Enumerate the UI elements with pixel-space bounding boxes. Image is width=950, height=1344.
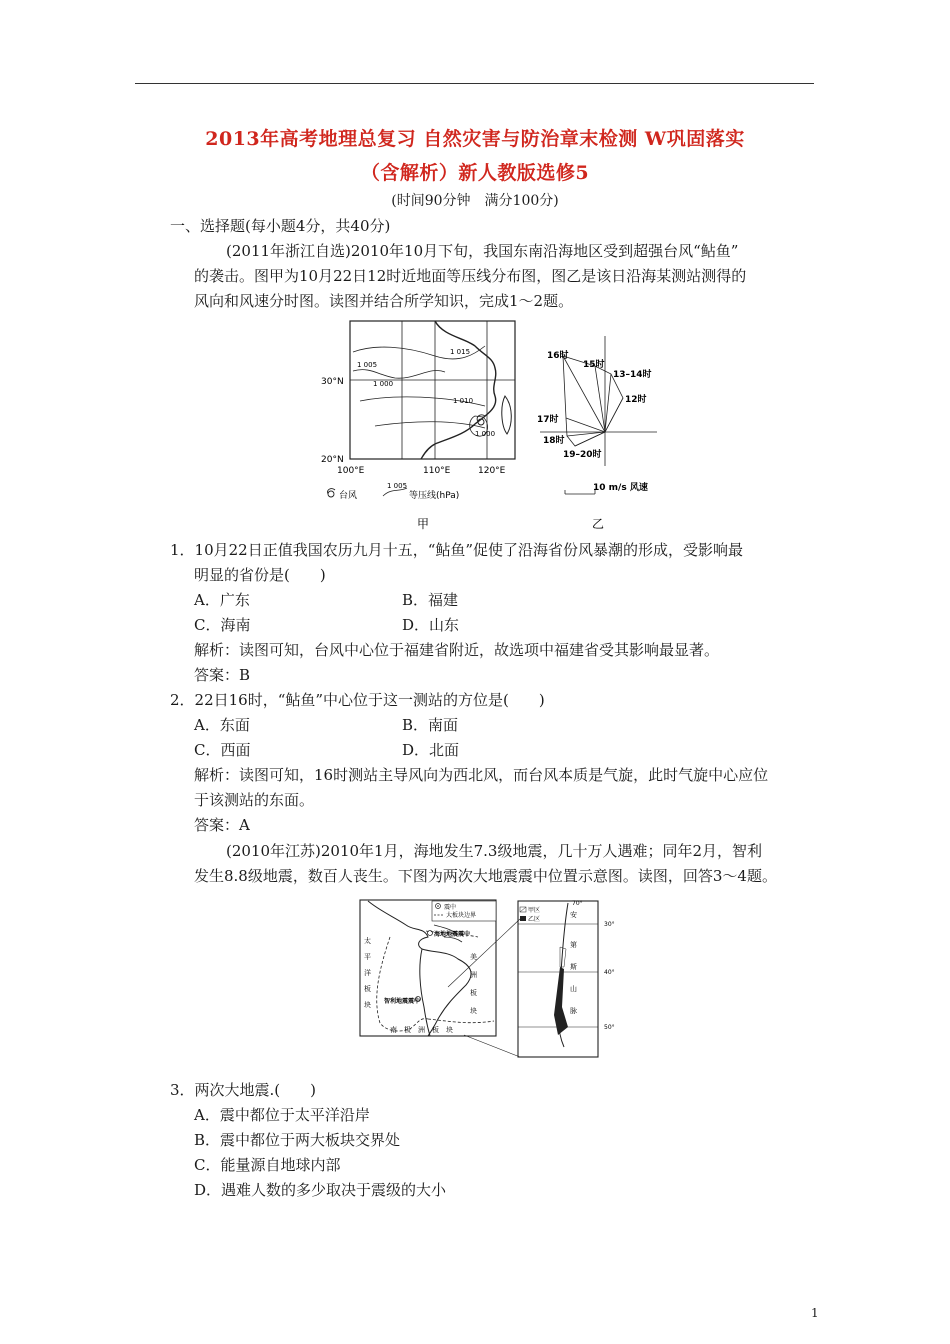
lat-label: 20°N: [321, 455, 344, 465]
q1-option-a: A．广东: [194, 591, 250, 609]
inset-lat-label: 50°: [604, 1024, 615, 1031]
q1-stem-line1: 1．10月22日正值我国农历九月十五，“鲇鱼”促使了沿海省份风暴潮的形成，受影响最: [170, 541, 744, 559]
q3-option-c: C．能量源自地球内部: [194, 1156, 341, 1174]
q3-stem: 3．两次大地震.( ): [170, 1081, 317, 1099]
isobar-label: 1 000: [475, 430, 496, 438]
q2-analysis-line2: 于该测站的东面。: [194, 791, 315, 809]
intro2-line2: 发生8.8级地震，数百人丧生。下图为两次大地震震中位置示意图。读图，回答3～4题。: [194, 867, 777, 885]
hour-label: 12时: [625, 395, 647, 405]
hour-label: 17时: [537, 415, 559, 425]
q2-stem: 2．22日16时，“鲇鱼”中心位于这一测站的方位是( ): [170, 691, 545, 709]
zone-b-label: 乙区: [528, 916, 541, 923]
q1-option-d: D．山东: [402, 616, 460, 634]
andes-char: 脉: [570, 1007, 577, 1015]
q3-option-a: A．震中都位于太平洋沿岸: [194, 1106, 370, 1124]
q1-answer: 答案：B: [194, 666, 251, 684]
haiti-epicenter-label: 海地地震震中: [434, 931, 471, 938]
america-plate-char: 美: [470, 953, 477, 961]
legend-typhoon-icon: [328, 489, 335, 497]
wind-scale-label: 10 m/s 风速: [593, 483, 648, 493]
andes-char: 安: [570, 911, 577, 919]
q2-option-a: A．东面: [194, 716, 250, 734]
q2-option-c: C．西面: [194, 741, 251, 759]
q2-answer: 答案：A: [194, 816, 250, 834]
isobar-label: 1 000: [373, 380, 394, 388]
isobar-label: 1 015: [450, 348, 471, 356]
pacific-plate-char: 平: [364, 953, 371, 961]
lon-label: 110°E: [423, 466, 451, 476]
figure-caption-yi: 乙: [592, 517, 605, 531]
america-plate-char: 块: [470, 1007, 477, 1015]
pacific-plate-char: 板: [364, 985, 371, 993]
chile-epicenter-label: 智利地震震中: [384, 998, 421, 1005]
q1-stem-line2: 明显的省份是( ): [194, 566, 326, 584]
figure-earthquake-map: [358, 897, 618, 1059]
america-plate-char: 板: [470, 989, 477, 997]
intro1-line3: 风向和风速分时图。读图并结合所学知识，完成1～2题。: [194, 292, 574, 310]
inset-lat-label: 30°: [604, 921, 615, 928]
q1-analysis: 解析：读图可知，台风中心位于福建省附近，故选项中福建省受其影响最显著。: [194, 641, 720, 659]
isobar-label: 1 010: [453, 397, 474, 405]
q2-analysis-line1: 解析：读图可知，16时测站主导风向为西北风，而台风本质是气旋，此时气旋中心应位: [194, 766, 769, 784]
exam-time-info: (时间90分钟 满分100分): [391, 193, 559, 209]
isobar-label: 1 005: [357, 361, 378, 369]
q3-option-b: B．震中都位于两大板块交界处: [194, 1131, 401, 1149]
zone-a-label: 甲区: [528, 907, 541, 914]
intro1-line1: (2011年浙江自选)2010年10月下旬，我国东南沿海地区受到超强台风“鲇鱼”: [226, 242, 739, 260]
hour-label: 18时: [543, 436, 565, 446]
legend-epicenter-label: 震中: [444, 904, 457, 911]
intro1-line2: 的袭击。图甲为10月22日12时近地面等压线分布图，图乙是该日沿海某测站测得的: [194, 267, 747, 285]
intro2-line1: (2010年江苏)2010年1月，海地发生7.3级地震，几十万人遇难；同年2月，智利: [226, 842, 762, 860]
hour-label: 19–20时: [563, 450, 602, 460]
figure-caption-jia: 甲: [417, 517, 430, 531]
andes-char: 第: [570, 941, 577, 949]
pacific-plate-char: 太: [364, 937, 371, 945]
lat-label: 30°N: [321, 377, 344, 387]
legend-boundary-label: 大板块边界: [446, 912, 477, 919]
hour-label: 16时: [547, 351, 569, 361]
lon-label: 100°E: [337, 466, 365, 476]
legend-isobar-label: 等压线(hPa): [409, 491, 460, 501]
page-title-line2: （含解析）新人教版选修5: [360, 162, 590, 184]
pacific-plate-char: 洋: [364, 969, 371, 977]
andes-char: 斯: [570, 963, 577, 971]
inset-lat-label: 70°: [572, 900, 583, 907]
antarctic-plate-label: 南 极 洲 板 块: [390, 1026, 453, 1034]
lon-label: 120°E: [478, 466, 506, 476]
legend-typhoon-label: 台风: [339, 491, 358, 501]
america-plate-char: 洲: [470, 971, 477, 979]
inset-lat-label: 40°: [604, 969, 615, 976]
figure-wind-diagram: [533, 336, 663, 534]
q1-option-c: C．海南: [194, 616, 251, 634]
q3-option-d: D．遇难人数的多少取决于震级的大小: [194, 1181, 447, 1199]
q2-option-b: B．南面: [402, 716, 459, 734]
page-number: 1: [811, 1306, 819, 1320]
figure-isobar-map: [321, 316, 530, 534]
hour-label: 15时: [583, 360, 605, 370]
pacific-plate-char: 块: [364, 1001, 371, 1009]
q1-option-b: B．福建: [402, 591, 459, 609]
header-rule: [135, 83, 814, 84]
andes-char: 山: [570, 985, 577, 993]
q2-option-d: D．北面: [402, 741, 460, 759]
section-heading: 一、选择题(每小题4分，共40分): [170, 217, 391, 235]
legend-isobar-value: 1 005: [387, 482, 408, 490]
hour-label: 13–14时: [613, 370, 652, 380]
page-title-line1: 2013年高考地理总复习 自然灾害与防治章末检测 W巩固落实: [205, 128, 745, 150]
